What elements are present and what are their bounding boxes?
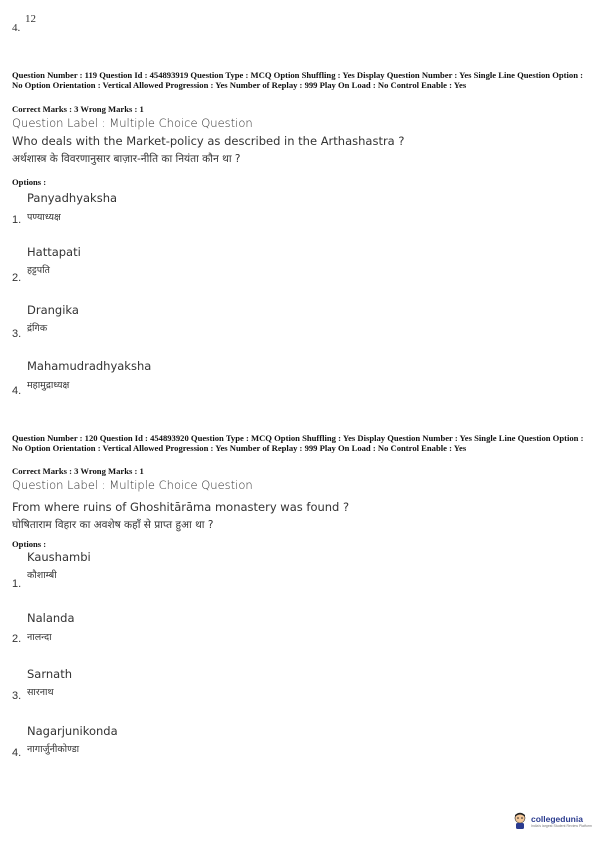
question-text-en: From where ruins of Ghoshitārāma monastery was found ? [12,500,350,514]
option-hi: द्रंगिक [27,323,48,334]
option-hi: नागार्जुनीकोण्डा [27,744,80,755]
option-hi: कौशाम्बी [27,570,57,581]
options-heading: Options : [12,539,47,549]
option-number: 3. [12,328,22,340]
option-number: 1. [12,214,22,226]
option-en: Sarnath [27,667,73,681]
question-meta: Question Number : 120 Question Id : 454893920 Question Type : MCQ Option Shuffling : Yes Display Question Number : Yes Single Line Question Option : No Option Orientation : Vertical Allowed Progression : Yes Number of Replay : 999 Play On Load : No Control Enable : Yes [12,433,584,453]
question-label: Question Label : Multiple Choice Question [12,116,253,130]
question-text-hi: घोषिताराम विहार का अवशेष कहाँ से प्राप्त हुआ था ? [12,519,214,531]
prev-option-value: 12 [25,13,36,25]
option-hi: हट्टपति [27,265,50,276]
brand-tagline: India's largest Student Review Platform [531,823,592,828]
question-text-en: Who deals with the Market-policy as described in the Arthashastra ? [12,134,405,148]
option-hi: सारनाथ [27,687,54,698]
option-hi: पण्याध्यक्ष [27,212,61,223]
option-number: 1. [12,578,22,590]
option-en: Drangika [27,303,79,317]
option-en: Nalanda [27,611,75,625]
options-heading: Options : [12,177,47,187]
question-marks: Correct Marks : 3 Wrong Marks : 1 [12,466,144,476]
question-marks: Correct Marks : 3 Wrong Marks : 1 [12,104,144,114]
option-number: 4. [12,385,22,397]
mascot-icon [512,812,528,830]
option-en: Nagarjunikonda [27,724,118,738]
option-en: Kaushambi [27,550,91,564]
question-label: Question Label : Multiple Choice Question [12,478,253,492]
option-en: Hattapati [27,245,81,259]
option-number: 2. [12,272,22,284]
question-meta: Question Number : 119 Question Id : 454893919 Question Type : MCQ Option Shuffling : Yes Display Question Number : Yes Single Line Question Option : No Option Orientation : Vertical Allowed Progression : Yes Number of Replay : 999 Play On Load : No Control Enable : Yes [12,70,583,90]
option-en: Panyadhyaksha [27,191,118,205]
option-hi: महामुद्राध्यक्ष [27,380,70,391]
prev-option-number: 4. [12,22,21,34]
option-en: Mahamudradhyaksha [27,359,152,373]
option-number: 4. [12,747,22,759]
option-number: 2. [12,633,22,645]
option-number: 3. [12,690,22,702]
option-hi: नालन्दा [27,632,52,643]
brand-name: collegedunia [531,813,583,824]
collegedunia-logo [512,812,592,830]
question-text-hi: अर्थशास्त्र के विवरणानुसार बाज़ार-नीति का नियंता कौन था ? [12,153,241,165]
